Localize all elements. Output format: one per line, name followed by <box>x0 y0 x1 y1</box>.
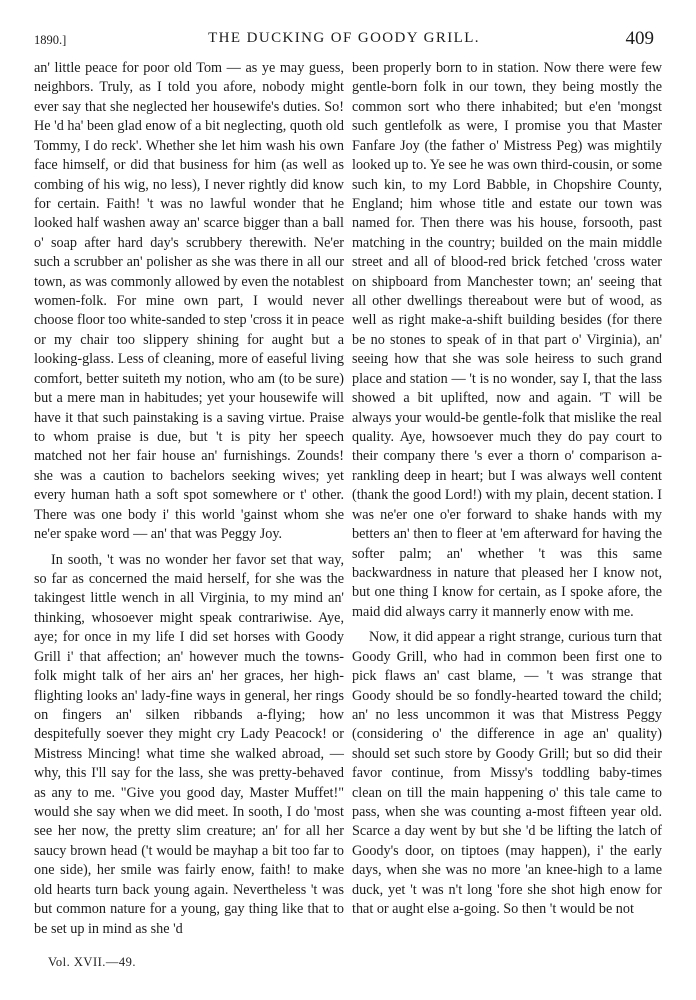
article-title: THE DUCKING OF GOODY GRILL. <box>208 30 480 46</box>
running-header <box>34 28 654 52</box>
paragraph: been properly born to in station. Now there were few gentle-born folk in our town, they being mostly the common sort who there inhabited; but e'en 'mongst such gentlefolk as were, I promise you that Master Fanfare Joy (the father o' Mistress Peg) was mightily looked up to. Ye see he was own third-cousin, or some such kin, to my Lord Babble, in Chopshire County, England; him whose title and estate our town was named for. Then there was his house, forsooth, past matching in the country; builded on the main middle street and all of blood-red brick fetched 'cross water on shipboard from Manchester town; an' seeing that all other dwellings thereabout were but of wood, as well as right make-a-shift building besides (for there be no stones to speak of in that part o' Virginia), an' seeing how that she was sole heiress to such grand place and station — 't is no wonder, say I, that the lass showed a bit uplifted, now and again. 'T will be always your would-be gentle-folk that mislike the real quality. Aye, howsoever much they do pay court to their company there 's ever a thorn o' comparison a-rankling deep in heart; but I was always well content (thank the good Lord!) with my plain, decent station. I was ne'er one o'er forward to shake hands with my betters an' then to fleer at 'em afterward for having the softer palm; an' whether 't was this same backwardness in nature that pleased her I know not, but one thing I know for certain, as I spoke afore, the maid did always carry it mannerly enow with me. <box>352 60 662 620</box>
right-column <box>352 59 662 920</box>
paragraph: In sooth, 't was no wonder her favor set that way, so far as concerned the maid herself, for she was the takingest little wench in all Virginia, to my mind an' thinking, whosoever might speak contrariwise. Aye, aye; for once in my life I did set horses with Goody Grill i' that affection; an' however much the towns-folk might talk of her airs an' her graces, her high-flighting looks an' lady-fine ways in general, her rings on fingers an' silken ribbands a-flying; how despitefully soever they might cry Lady Peacock! or Mistress Mincing! what time she walked abroad, — why, this I'll say for the lass, she was pretty-behaved as any to me. "Give you good day, Master Muffet!" would she say when we did meet. In sooth, I do 'most see her now, the pretty slim creature; an' for all her saucy brown head ('t would be mayhap a bit too far to one side), her smile was fairly enow, faith! to make old hearts turn back young again. Nevertheless 't was but common nature for a young, gay thing like that to be set up in mind as she 'd <box>34 551 344 937</box>
paragraph: Now, it did appear a right strange, curious turn that Goody Grill, who had in common been first one to pick flaws an' cast blame, — 't was strange that Goody should be so fondly-hearted toward the child; an' no less uncommon it was that Mistress Peggy (considering o' the difference in age an' quality) should set such store by Goody Grill; but so did their favor continue, from Missy's toddling baby-times clean on till the main happening o' this tale came to pass, when she was counting a-most fifteen year old. Scarce a day went by but she 'd be lifting the latch of Goody's door, on tiptoes (may happen), i' the early days, when she was no more 'an knee-high to a lame duck, yet 't was n't long 'fore she shot high enow for that or aught else a-going. So then 't would be not <box>352 629 662 918</box>
paragraph: an' little peace for poor old Tom — as ye may guess, neighbors. Truly, as I told you afore, nobody might ever say that she neglected her housewife's duties. So! He 'd ha' been glad enow of a bit neglecting, quoth old Tommy, I do reck'. Whether she let him wash his own face himself, or did that business for him (as well as combing of his wig, no less), I never rightly did know for certain. Faith! 't was no lawful wonder that he looked half washen away an' scarce bigger than a ball o' soap after hard day's scrubbery therewith. Ne'er such a scrubber an' polisher as she was there in all our town, as was commonly allowed by even the notablest women-folk. For mine own part, I would never choose floor too white-sanded to step 'cross it in peace or my chair too slippery shining for aught but a looking-glass. Less of cleaning, more of easeful living comfort, better suiteth my notion, who am (to be sure) but a mere man in habitudes; yet your housewife will have it that such painstaking is a saving virtue. Praise to whom praise is due, but 't is pity her speech matched not her fair house an' furnishings. Zounds! she was a caution to bachelors seeking wives; yet every human hath a soft spot somewhere or t' other. There was one body i' this world 'gainst whom she ne'er spake word — an' that was Peggy Joy. <box>34 60 344 543</box>
volume-signature: Vol. XVII.—49. <box>48 955 137 969</box>
header-year: 1890.] <box>34 33 67 47</box>
left-column <box>34 59 344 939</box>
page-number: 409 <box>625 28 654 49</box>
